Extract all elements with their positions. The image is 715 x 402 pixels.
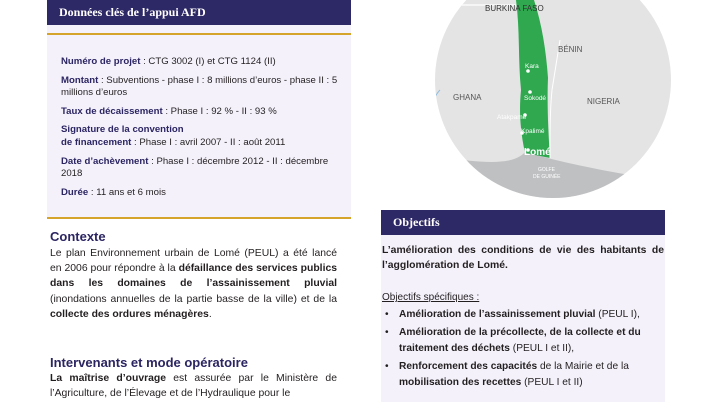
signature-date [61, 124, 343, 149]
signature-label-line2: de financement [61, 136, 132, 148]
project-number [61, 56, 343, 69]
signature-label-line1: Signature de la convention [61, 124, 184, 136]
specific-objectives-list [382, 307, 664, 393]
completion-value: : Phase I : décembre 2012 - II : décembre 2018 [61, 155, 329, 180]
objective-3-strong: Renforcement des capacités [399, 361, 538, 373]
specific-objectives-label: Objectifs spécifiques : [382, 292, 480, 303]
context-bold-1: défaillance des services publics dans les domaines de l’assainissement pluvial [50, 263, 338, 290]
project-number-label: Numéro de projet [61, 56, 141, 67]
objective-3-rest2: (PEUL I et II) [521, 376, 583, 388]
label-benin: BÉNIN [558, 45, 583, 54]
disbursement-label: Taux de décaissement [61, 105, 163, 117]
list-item [382, 325, 664, 356]
label-atakpame: Atakpamé [497, 114, 527, 121]
completion-label: Date d’achèvement [61, 155, 149, 167]
objective-1-strong: Amélioration de l’assainissement pluvial [399, 309, 596, 320]
objective-2-rest: (PEUL I et II), [509, 342, 575, 354]
disbursement-rate [61, 106, 343, 119]
list-item [382, 307, 664, 322]
city-dot-sokode [528, 90, 532, 94]
label-kpalime: Kpalimé [521, 128, 545, 135]
duration-label: Durée [61, 186, 89, 198]
amount-value: : Subventions - phase I : 8 millions d’euros - phase II : 5 millions d’euros [61, 74, 338, 99]
label-burkina: BURKINA FASO [485, 4, 544, 13]
amount-label: Montant [61, 74, 99, 86]
context-title: Contexte [50, 229, 106, 244]
actors-title: Intervenants et mode opératoire [50, 355, 248, 370]
context-text-1: Le plan Environnement urbain de Lomé (PEUL) a été lancé en 2006 pour répondre à la [50, 248, 337, 275]
afd-key-data [61, 56, 343, 205]
objective-1-rest: (PEUL I), [595, 309, 640, 320]
objective-3-strong2: mobilisation des recettes [399, 376, 522, 388]
afd-key-data-header: Données clés de l’appui AFD [47, 0, 351, 25]
context-text-3: . [208, 308, 212, 320]
label-nigeria: NIGERIA [587, 97, 620, 106]
duration [61, 187, 343, 200]
amount [61, 75, 343, 100]
gold-divider-bottom [47, 217, 351, 219]
togo-location-map [400, 0, 706, 200]
list-item [382, 359, 664, 390]
context-text-2: (inondations annuelles de la partie basse de la ville) et de la [50, 293, 337, 305]
context-paragraph [50, 246, 337, 322]
objectives-main: L’amélioration des conditions de vie des habitants de l’agglomération de Lomé. [382, 245, 664, 271]
context-bold-2: collecte des ordures ménagères [50, 308, 209, 320]
gold-divider-top [47, 33, 351, 35]
label-lome: Lomé [524, 147, 551, 158]
project-number-value: : CTG 3002 (I) et CTG 1124 (II) [140, 56, 276, 67]
actors-paragraph [50, 371, 337, 401]
disbursement-value: : Phase I : 92 % - II : 93 % [162, 105, 277, 117]
completion-date [61, 156, 343, 181]
label-gulf-line1: GOLFE [538, 167, 555, 173]
label-ghana: GHANA [453, 93, 482, 102]
label-kara: Kara [525, 63, 539, 70]
duration-value: : 11 ans et 6 mois [88, 186, 166, 198]
signature-value: : Phase I : avril 2007 - II : août 2011 [131, 136, 286, 148]
objective-2-strong: Amélioration de la précollecte, de la collecte et du traitement des déchets [399, 327, 641, 354]
label-gulf-line2: DE GUINÉE [533, 174, 561, 180]
actors-bold-1: La maîtrise d’ouvrage [50, 373, 167, 384]
actors-text-1: est assurée par le Ministère de l’Agriculture, de l’Élevage et de l’Hydraulique pour le [50, 373, 337, 400]
objective-3-rest: de la Mairie et de la [537, 361, 629, 373]
label-sokode: Sokodé [524, 95, 547, 102]
objectives-header: Objectifs [381, 210, 665, 235]
